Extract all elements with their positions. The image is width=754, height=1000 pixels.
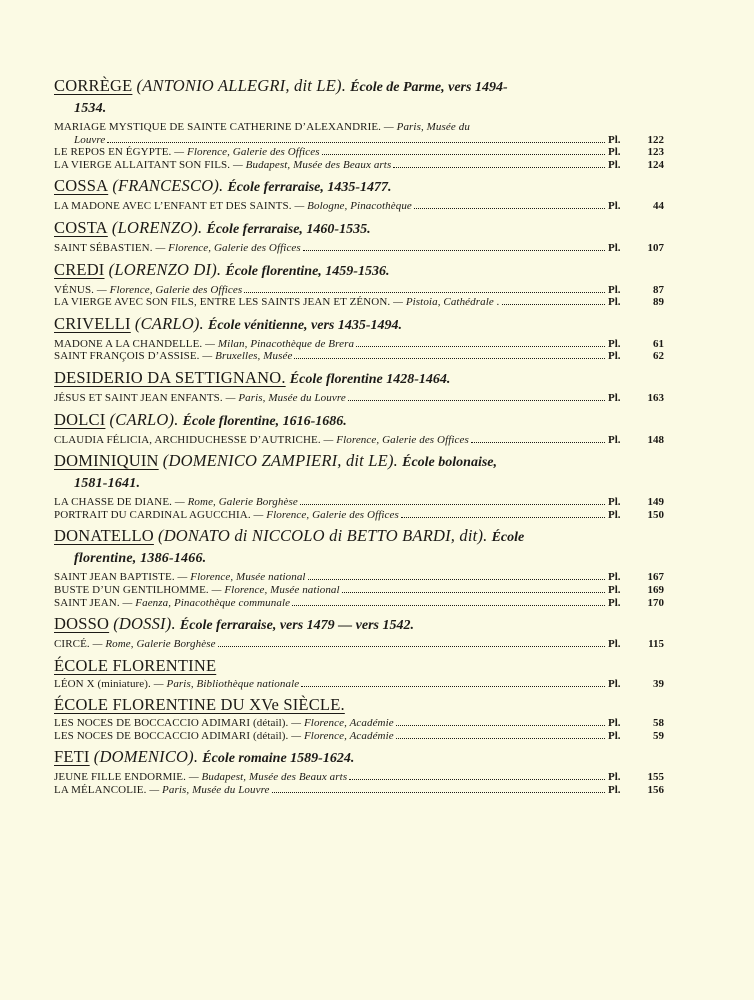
plate-number: 115: [648, 638, 664, 651]
plate-reference: [608, 284, 664, 297]
plate-label: Pl.: [608, 729, 621, 742]
work-location: — Faenza, Pinacothèque communale: [122, 596, 291, 609]
artist-heading: [54, 747, 664, 768]
plate-label: Pl.: [608, 496, 621, 509]
artist-school-dates-cont: florentine, 1386-1466.: [74, 551, 207, 567]
work-title: LA MÉLANCOLIE.: [54, 784, 147, 797]
artist-heading: [54, 451, 664, 493]
artist-name: CORRÈGE: [54, 76, 133, 95]
plate-number: 44: [653, 200, 664, 213]
work-row: [54, 571, 664, 584]
work-row: [54, 296, 664, 309]
work-row: [54, 159, 664, 172]
plate-reference: [608, 509, 664, 522]
work-title: JÉSUS ET SAINT JEAN ENFANTS.: [54, 391, 223, 404]
work-row: [54, 242, 664, 255]
artist-heading: [54, 614, 664, 635]
plate-label: Pl.: [608, 200, 621, 213]
artist-school-dates: École romaine 1589-1624.: [202, 751, 355, 767]
work-row: [54, 678, 664, 691]
artist-name: DESIDERIO DA SETTIGNANO.: [54, 367, 286, 387]
artist-school-dates: École vénitienne, vers 1435-1494.: [208, 317, 403, 333]
artist-name: DOLCI: [54, 409, 106, 429]
work-location: — Bruxelles, Musée: [202, 350, 293, 363]
plate-number: 170: [647, 596, 664, 609]
dot-leader: [244, 292, 605, 293]
work-row: [54, 392, 664, 405]
plate-label: Pl.: [608, 158, 621, 171]
artist-entry: [54, 747, 664, 796]
plate-number: 149: [647, 496, 664, 509]
plate-label: Pl.: [608, 337, 621, 350]
artist-heading: [54, 368, 664, 389]
plate-label: Pl.: [608, 350, 621, 363]
artist-entry: [54, 260, 664, 309]
work-row: [54, 284, 664, 297]
plate-label: Pl.: [608, 508, 621, 521]
dot-leader: [414, 208, 605, 209]
plate-label: Pl.: [608, 391, 621, 404]
plate-label: Pl.: [608, 296, 621, 309]
artist-school-dates: École: [491, 530, 525, 546]
work-title: LA VIERGE ALLAITANT SON FILS.: [54, 158, 231, 171]
plate-reference: [608, 638, 664, 651]
artist-school-dates: École florentine, 1616-1686.: [182, 413, 347, 429]
artist-entry: [54, 76, 664, 171]
work-title: CLAUDIA FÉLICIA, ARCHIDUCHESSE D’AUTRICHE.: [54, 433, 321, 446]
plate-label: Pl.: [608, 146, 621, 159]
work-title: SAINT JEAN.: [54, 596, 120, 609]
work-location: — Milan, Pinacothèque de Brera: [205, 337, 355, 350]
work-row: [54, 496, 664, 509]
plate-label: Pl.: [608, 784, 621, 797]
artist-name: CRIVELLI: [54, 313, 131, 333]
artist-name: DONATELLO: [54, 526, 154, 546]
artist-entry: [54, 368, 664, 405]
work-row: [54, 584, 664, 597]
work-title: VÉNUS.: [54, 283, 95, 296]
plate-number: 87: [653, 283, 664, 296]
work-title: LES NOCES DE BOCCACCIO ADIMARI (détail).: [54, 717, 289, 730]
artist-entry: [54, 314, 664, 363]
work-title: LES NOCES DE BOCCACCIO ADIMARI (détail).: [54, 729, 289, 742]
dot-leader: [107, 142, 605, 143]
work-row: [54, 597, 664, 610]
dot-leader: [396, 738, 605, 739]
artist-name: ÉCOLE FLORENTINE: [54, 655, 217, 675]
artist-name: FETI: [54, 747, 90, 767]
plate-label: Pl.: [608, 283, 621, 296]
work-location: — Florence, Galerie des Offices: [253, 508, 399, 521]
plate-number: 123: [647, 146, 664, 159]
work-title: LA VIERGE AVEC SON FILS, ENTRE LES SAINTS JEAN ET ZÉNON.: [54, 296, 391, 309]
artist-name: DOMINIQUIN: [54, 451, 159, 471]
plate-reference: [608, 350, 664, 363]
plate-number: 148: [647, 433, 664, 446]
artist-full-name: (LORENZO DI).: [108, 259, 222, 279]
artist-school-dates: École ferraraise, 1460-1535.: [206, 221, 371, 237]
artist-full-name: (CARLO).: [109, 409, 179, 429]
work-row: [54, 434, 664, 447]
work-title: LE REPOS EN ÉGYPTE.: [54, 146, 172, 159]
work-location: — Budapest, Musée des Beaux arts: [232, 158, 392, 171]
dot-leader: [396, 725, 605, 726]
plate-number: 107: [647, 241, 664, 254]
artist-name: COSSA: [54, 176, 109, 196]
artist-entry: [54, 614, 664, 651]
work-location: — Florence, Académie: [291, 729, 394, 742]
dot-leader: [300, 504, 605, 505]
artist-name: ÉCOLE FLORENTINE DU XVe SIÈCLE.: [54, 695, 345, 715]
work-location: — Budapest, Musée des Beaux arts: [188, 771, 348, 784]
plate-reference: [608, 338, 664, 351]
plate-label: Pl.: [608, 677, 621, 690]
work-title: SAINT JEAN BAPTISTE.: [54, 571, 175, 584]
work-location: — Rome, Galerie Borghèse: [174, 496, 298, 509]
artist-heading: [54, 260, 664, 281]
artist-heading: [54, 176, 664, 197]
dot-leader: [272, 792, 605, 793]
work-title: JEUNE FILLE ENDORMIE.: [54, 771, 186, 784]
dot-leader: [356, 346, 605, 347]
work-title: CIRCÉ.: [54, 638, 90, 651]
artist-name: DOSSO: [54, 614, 110, 634]
plate-label: Pl.: [608, 241, 621, 254]
plate-reference: [608, 584, 664, 597]
work-location: — Florence, Galerie des Offices: [323, 433, 469, 446]
artist-school-dates: École de Parme, vers 1494-: [350, 80, 508, 95]
artist-full-name: (DOSSI).: [113, 614, 176, 634]
dot-leader: [322, 154, 605, 155]
work-row: [54, 200, 664, 213]
work-location: — Pistoia, Cathédrale .: [393, 296, 500, 309]
plate-number: 122: [647, 133, 664, 146]
plate-number: 150: [647, 508, 664, 521]
plate-reference: [608, 571, 664, 584]
artist-full-name: (DOMENICO ZAMPIERI, dit LE).: [162, 451, 398, 471]
dot-leader: [308, 579, 605, 580]
index-page: [54, 76, 664, 802]
dot-leader: [218, 646, 605, 647]
artist-entry: [54, 526, 664, 609]
plate-number: 163: [647, 391, 664, 404]
plate-reference: [608, 496, 664, 509]
plate-reference: [608, 146, 664, 159]
artist-school-dates: École ferraraise, 1435-1477.: [227, 180, 392, 196]
plate-reference: [608, 242, 664, 255]
artist-full-name: (FRANCESCO).: [112, 176, 224, 196]
work-row: [54, 338, 664, 351]
plate-number: 124: [647, 158, 664, 171]
plate-number: 59: [653, 729, 664, 742]
work-title: PORTRAIT DU CARDINAL AGUCCHIA.: [54, 508, 251, 521]
artist-full-name: (CARLO).: [134, 313, 204, 333]
artist-entry: [54, 451, 664, 521]
work-row: [54, 717, 664, 730]
artist-heading: [54, 76, 664, 118]
work-location: — Paris, Bibliothèque nationale: [153, 677, 300, 690]
work-line-wrap: [54, 121, 664, 134]
artist-entry: [54, 176, 664, 213]
artist-entry: [54, 218, 664, 255]
work-title: SAINT SÉBASTIEN.: [54, 241, 153, 254]
plate-number: 156: [647, 784, 664, 797]
plate-reference: [608, 296, 664, 309]
dot-leader: [294, 358, 605, 359]
work-location: — Paris, Musée du Louvre: [225, 391, 346, 404]
plate-number: 39: [653, 677, 664, 690]
artist-full-name: (LORENZO).: [111, 217, 203, 237]
artist-school-dates: École ferraraise, vers 1479 — vers 1542.: [179, 618, 414, 634]
artist-full-name: (DONATO di NICCOLO di BETTO BARDI, dit).: [158, 526, 488, 546]
plate-number: 167: [647, 571, 664, 584]
artist-name: CREDI: [54, 259, 105, 279]
dot-leader: [393, 167, 605, 168]
artist-entry: [54, 410, 664, 447]
dot-leader: [349, 779, 605, 780]
work-location: — Bologne, Pinacothèque: [294, 200, 412, 213]
work-location: — Florence, Galerie des Offices: [155, 241, 301, 254]
work-title: LA CHASSE DE DIANE.: [54, 496, 173, 509]
work-row: [54, 509, 664, 522]
plate-number: 169: [647, 583, 664, 596]
plate-number: 62: [653, 350, 664, 363]
dot-leader: [502, 304, 605, 305]
artist-school-dates-cont: 1581-1641.: [74, 476, 141, 492]
artist-entry: [54, 695, 664, 742]
work-location: — Florence, Galerie des Offices: [96, 283, 243, 296]
plate-reference: [608, 159, 664, 172]
plate-reference: [608, 200, 664, 213]
artist-heading: [54, 695, 664, 714]
artist-full-name: (DOMENICO).: [93, 747, 199, 767]
dot-leader: [303, 250, 605, 251]
artist-heading: [54, 526, 664, 568]
plate-label: Pl.: [608, 771, 621, 784]
dot-leader: [401, 517, 605, 518]
plate-reference: [608, 784, 664, 797]
work-row: [54, 350, 664, 363]
dot-leader: [348, 400, 605, 401]
plate-label: Pl.: [608, 638, 621, 651]
work-title: SAINT FRANÇOIS D’ASSISE.: [54, 350, 200, 363]
dot-leader: [471, 442, 605, 443]
work-row: [54, 146, 664, 159]
work-location: — Paris, Musée du Louvre: [149, 784, 270, 797]
work-title: LÉON X (miniature).: [54, 677, 151, 690]
artist-heading: [54, 314, 664, 335]
artist-school-dates: École bolonaise,: [402, 455, 497, 471]
plate-reference: [608, 392, 664, 405]
artist-entry: [54, 656, 664, 691]
artist-school-dates-cont: 1534.: [74, 101, 107, 116]
plate-reference: [608, 678, 664, 691]
work-row: [54, 638, 664, 651]
artist-school-dates: École florentine 1428-1464.: [289, 371, 451, 387]
plate-number: 58: [653, 717, 664, 730]
work-row: [54, 134, 664, 147]
plate-number: 61: [653, 337, 664, 350]
plate-number: 155: [647, 771, 664, 784]
work-location: — Florence, Galerie des Offices: [174, 146, 320, 159]
dot-leader: [301, 686, 605, 687]
plate-reference: [608, 717, 664, 730]
artist-full-name: (ANTONIO ALLEGRI, dit LE).: [136, 76, 347, 95]
artist-heading: [54, 410, 664, 431]
artist-heading: [54, 656, 664, 675]
plate-reference: [608, 597, 664, 610]
work-row: [54, 771, 664, 784]
work-row: [54, 730, 664, 743]
work-title: BUSTE D’UN GENTILHOMME.: [54, 583, 209, 596]
dot-leader: [342, 592, 605, 593]
dot-leader: [292, 605, 605, 606]
plate-reference: [608, 434, 664, 447]
plate-label: Pl.: [608, 571, 621, 584]
artist-name: COSTA: [54, 217, 108, 237]
work-title: MADONE A LA CHANDELLE.: [54, 337, 203, 350]
plate-label: Pl.: [608, 583, 621, 596]
plate-reference: [608, 134, 664, 147]
artist-school-dates: École florentine, 1459-1536.: [225, 263, 390, 279]
work-location: — Paris, Musée du: [383, 121, 470, 133]
plate-label: Pl.: [608, 596, 621, 609]
work-location-cont: Louvre: [74, 133, 106, 146]
plate-label: Pl.: [608, 717, 621, 730]
plate-reference: [608, 730, 664, 743]
plate-label: Pl.: [608, 433, 621, 446]
work-title: LA MADONE AVEC L’ENFANT ET DES SAINTS.: [54, 200, 292, 213]
work-row: [54, 784, 664, 797]
work-location: — Florence, Académie: [291, 717, 394, 730]
work-location: — Florence, Musée national: [177, 571, 306, 584]
work-location: — Florence, Musée national: [211, 583, 340, 596]
plate-label: Pl.: [608, 133, 621, 146]
plate-reference: [608, 771, 664, 784]
work-title: MARIAGE MYSTIQUE DE SAINTE CATHERINE D’ALEXANDRIE.: [54, 121, 382, 133]
artist-heading: [54, 218, 664, 239]
work-location: — Rome, Galerie Borghèse: [92, 638, 216, 651]
plate-number: 89: [653, 296, 664, 309]
